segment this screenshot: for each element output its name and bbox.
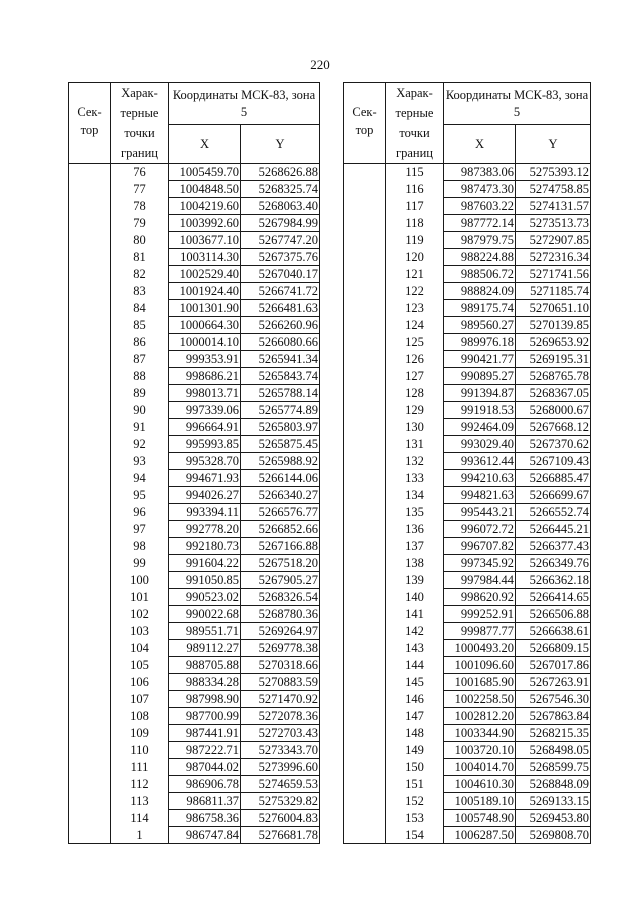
page-number: 220 [310,57,330,72]
header-points: Харак-терные точки границ [386,83,444,164]
y-value: 5268215.35 [516,725,591,742]
point-number: 104 [111,640,169,657]
point-number: 148 [386,725,444,742]
header-coordinates: Координаты МСК-83, зона 5 [444,83,591,125]
x-value: 996707.82 [444,538,516,555]
y-value: 5273513.73 [516,215,591,232]
y-value: 5266576.77 [241,504,320,521]
x-value: 986758.36 [169,810,241,827]
x-value: 992464.09 [444,419,516,436]
y-value: 5266414.65 [516,589,591,606]
x-value: 989112.27 [169,640,241,657]
x-value: 1003344.90 [444,725,516,742]
point-number: 126 [386,351,444,368]
y-value: 5268599.75 [516,759,591,776]
x-value: 989560.27 [444,317,516,334]
y-value: 5270139.85 [516,317,591,334]
y-value: 5267017.86 [516,657,591,674]
x-value: 992180.73 [169,538,241,555]
x-value: 999353.91 [169,351,241,368]
y-value: 5269133.15 [516,793,591,810]
y-value: 5266552.74 [516,504,591,521]
point-number: 115 [386,164,444,181]
y-value: 5267984.99 [241,215,320,232]
sector-cell [69,164,111,844]
point-number: 134 [386,487,444,504]
point-number: 122 [386,283,444,300]
y-value: 5271185.74 [516,283,591,300]
point-number: 87 [111,351,169,368]
x-value: 1000014.10 [169,334,241,351]
point-number: 118 [386,215,444,232]
point-number: 124 [386,317,444,334]
y-value: 5268626.88 [241,164,320,181]
point-number: 94 [111,470,169,487]
y-value: 5275393.12 [516,164,591,181]
y-value: 5268498.05 [516,742,591,759]
point-number: 145 [386,674,444,691]
point-number: 151 [386,776,444,793]
point-number: 139 [386,572,444,589]
y-value: 5269453.80 [516,810,591,827]
x-value: 1000493.20 [444,640,516,657]
x-value: 990895.27 [444,368,516,385]
header-x: X [169,125,241,164]
point-number: 99 [111,555,169,572]
point-number: 82 [111,266,169,283]
point-number: 136 [386,521,444,538]
x-value: 992778.20 [169,521,241,538]
x-value: 1004219.60 [169,198,241,215]
point-number: 153 [386,810,444,827]
x-value: 993612.44 [444,453,516,470]
point-number: 125 [386,334,444,351]
y-value: 5276004.83 [241,810,320,827]
point-number: 133 [386,470,444,487]
y-value: 5270651.10 [516,300,591,317]
point-number: 90 [111,402,169,419]
y-value: 5270883.59 [241,674,320,691]
x-value: 1005748.90 [444,810,516,827]
y-value: 5268326.54 [241,589,320,606]
point-number: 91 [111,419,169,436]
point-number: 79 [111,215,169,232]
y-value: 5266638.61 [516,623,591,640]
x-value: 1005189.10 [444,793,516,810]
point-number: 88 [111,368,169,385]
point-number: 93 [111,453,169,470]
point-number: 84 [111,300,169,317]
point-number: 101 [111,589,169,606]
x-value: 1004014.70 [444,759,516,776]
point-number: 107 [111,691,169,708]
header-sector: Сек-тор [69,83,111,164]
x-value: 989976.18 [444,334,516,351]
point-number: 114 [111,810,169,827]
x-value: 994026.27 [169,487,241,504]
y-value: 5267040.17 [241,266,320,283]
x-value: 987979.75 [444,232,516,249]
point-number: 98 [111,538,169,555]
y-value: 5266340.27 [241,487,320,504]
table-row [69,164,320,181]
y-value: 5265788.14 [241,385,320,402]
point-number: 131 [386,436,444,453]
y-value: 5267109.43 [516,453,591,470]
y-value: 5267546.30 [516,691,591,708]
point-number: 127 [386,368,444,385]
point-number: 97 [111,521,169,538]
x-value: 991394.87 [444,385,516,402]
x-value: 987044.02 [169,759,241,776]
y-value: 5266260.96 [241,317,320,334]
x-value: 990523.02 [169,589,241,606]
y-value: 5272907.85 [516,232,591,249]
y-value: 5268780.36 [241,606,320,623]
x-value: 1004848.50 [169,181,241,198]
point-number: 108 [111,708,169,725]
x-value: 995328.70 [169,453,241,470]
y-value: 5271741.56 [516,266,591,283]
table-body-left [69,164,320,844]
y-value: 5265803.97 [241,419,320,436]
x-value: 987441.91 [169,725,241,742]
y-value: 5268000.67 [516,402,591,419]
y-value: 5269653.92 [516,334,591,351]
x-value: 987772.14 [444,215,516,232]
table-row [344,164,591,181]
y-value: 5266852.66 [241,521,320,538]
y-value: 5267375.76 [241,249,320,266]
y-value: 5270318.66 [241,657,320,674]
x-value: 987222.71 [169,742,241,759]
point-number: 112 [111,776,169,793]
point-number: 146 [386,691,444,708]
point-number: 76 [111,164,169,181]
point-number: 89 [111,385,169,402]
y-value: 5266349.76 [516,555,591,572]
x-value: 988334.28 [169,674,241,691]
point-number: 140 [386,589,444,606]
coordinates-table-right [343,82,591,844]
x-value: 1001301.90 [169,300,241,317]
point-number: 105 [111,657,169,674]
header-x: X [444,125,516,164]
point-number: 113 [111,793,169,810]
x-value: 998620.92 [444,589,516,606]
x-value: 1003992.60 [169,215,241,232]
x-value: 1001685.90 [444,674,516,691]
x-value: 986811.37 [169,793,241,810]
point-number: 123 [386,300,444,317]
x-value: 987383.06 [444,164,516,181]
y-value: 5272078.36 [241,708,320,725]
x-value: 987998.90 [169,691,241,708]
y-value: 5273996.60 [241,759,320,776]
x-value: 1000664.30 [169,317,241,334]
y-value: 5265774.89 [241,402,320,419]
y-value: 5268848.09 [516,776,591,793]
y-value: 5267166.88 [241,538,320,555]
point-number: 120 [386,249,444,266]
y-value: 5266481.63 [241,300,320,317]
table-body-right [344,164,591,844]
y-value: 5274758.85 [516,181,591,198]
point-number: 147 [386,708,444,725]
x-value: 994671.93 [169,470,241,487]
y-value: 5267863.84 [516,708,591,725]
x-value: 989175.74 [444,300,516,317]
header-coordinates: Координаты МСК-83, зона 5 [169,83,320,125]
y-value: 5276681.78 [241,827,320,844]
y-value: 5266362.18 [516,572,591,589]
y-value: 5269264.97 [241,623,320,640]
y-value: 5267518.20 [241,555,320,572]
x-value: 1002258.50 [444,691,516,708]
x-value: 993029.40 [444,436,516,453]
y-value: 5267668.12 [516,419,591,436]
y-value: 5267905.27 [241,572,320,589]
x-value: 988824.09 [444,283,516,300]
point-number: 129 [386,402,444,419]
y-value: 5268367.05 [516,385,591,402]
y-value: 5265875.45 [241,436,320,453]
point-number: 132 [386,453,444,470]
point-number: 1 [111,827,169,844]
point-number: 86 [111,334,169,351]
x-value: 988224.88 [444,249,516,266]
point-number: 150 [386,759,444,776]
point-number: 110 [111,742,169,759]
point-number: 100 [111,572,169,589]
x-value: 1004610.30 [444,776,516,793]
y-value: 5272703.43 [241,725,320,742]
x-value: 997984.44 [444,572,516,589]
x-value: 987603.22 [444,198,516,215]
y-value: 5268765.78 [516,368,591,385]
x-value: 1003114.30 [169,249,241,266]
x-value: 1005459.70 [169,164,241,181]
y-value: 5266377.43 [516,538,591,555]
y-value: 5274659.53 [241,776,320,793]
y-value: 5273343.70 [241,742,320,759]
y-value: 5266445.21 [516,521,591,538]
point-number: 141 [386,606,444,623]
x-value: 1002812.20 [444,708,516,725]
y-value: 5269808.70 [516,827,591,844]
x-value: 998686.21 [169,368,241,385]
x-value: 990022.68 [169,606,241,623]
x-value: 987473.30 [444,181,516,198]
y-value: 5269195.31 [516,351,591,368]
x-value: 1001924.40 [169,283,241,300]
x-value: 990421.77 [444,351,516,368]
x-value: 1006287.50 [444,827,516,844]
x-value: 991604.22 [169,555,241,572]
x-value: 995993.85 [169,436,241,453]
y-value: 5266506.88 [516,606,591,623]
point-number: 78 [111,198,169,215]
y-value: 5268325.74 [241,181,320,198]
header-sector: Сек-тор [344,83,386,164]
point-number: 143 [386,640,444,657]
x-value: 996664.91 [169,419,241,436]
x-value: 1001096.60 [444,657,516,674]
coordinates-table-left [68,82,320,844]
x-value: 986906.78 [169,776,241,793]
x-value: 988506.72 [444,266,516,283]
x-value: 998013.71 [169,385,241,402]
point-number: 142 [386,623,444,640]
point-number: 137 [386,538,444,555]
y-value: 5275329.82 [241,793,320,810]
y-value: 5267370.62 [516,436,591,453]
y-value: 5269778.38 [241,640,320,657]
x-value: 987700.99 [169,708,241,725]
y-value: 5266699.67 [516,487,591,504]
point-number: 138 [386,555,444,572]
point-number: 119 [386,232,444,249]
x-value: 993394.11 [169,504,241,521]
y-value: 5274131.57 [516,198,591,215]
x-value: 986747.84 [169,827,241,844]
y-value: 5267263.91 [516,674,591,691]
x-value: 995443.21 [444,504,516,521]
x-value: 999252.91 [444,606,516,623]
x-value: 999877.77 [444,623,516,640]
point-number: 117 [386,198,444,215]
x-value: 996072.72 [444,521,516,538]
point-number: 152 [386,793,444,810]
y-value: 5271470.92 [241,691,320,708]
y-value: 5266144.06 [241,470,320,487]
point-number: 149 [386,742,444,759]
header-points: Харак-терные точки границ [111,83,169,164]
point-number: 130 [386,419,444,436]
y-value: 5266741.72 [241,283,320,300]
point-number: 128 [386,385,444,402]
point-number: 92 [111,436,169,453]
point-number: 154 [386,827,444,844]
x-value: 994210.63 [444,470,516,487]
x-value: 1002529.40 [169,266,241,283]
point-number: 116 [386,181,444,198]
x-value: 989551.71 [169,623,241,640]
x-value: 997339.06 [169,402,241,419]
point-number: 121 [386,266,444,283]
y-value: 5272316.34 [516,249,591,266]
point-number: 83 [111,283,169,300]
y-value: 5267747.20 [241,232,320,249]
x-value: 994821.63 [444,487,516,504]
point-number: 135 [386,504,444,521]
point-number: 102 [111,606,169,623]
y-value: 5265988.92 [241,453,320,470]
y-value: 5266080.66 [241,334,320,351]
x-value: 991050.85 [169,572,241,589]
point-number: 85 [111,317,169,334]
x-value: 991918.53 [444,402,516,419]
point-number: 111 [111,759,169,776]
y-value: 5268063.40 [241,198,320,215]
point-number: 81 [111,249,169,266]
y-value: 5265941.34 [241,351,320,368]
y-value: 5266885.47 [516,470,591,487]
point-number: 77 [111,181,169,198]
x-value: 1003720.10 [444,742,516,759]
sector-cell [344,164,386,844]
point-number: 103 [111,623,169,640]
header-y: Y [516,125,591,164]
y-value: 5266809.15 [516,640,591,657]
point-number: 106 [111,674,169,691]
x-value: 988705.88 [169,657,241,674]
point-number: 96 [111,504,169,521]
header-y: Y [241,125,320,164]
y-value: 5265843.74 [241,368,320,385]
x-value: 997345.92 [444,555,516,572]
point-number: 109 [111,725,169,742]
x-value: 1003677.10 [169,232,241,249]
point-number: 80 [111,232,169,249]
point-number: 144 [386,657,444,674]
point-number: 95 [111,487,169,504]
